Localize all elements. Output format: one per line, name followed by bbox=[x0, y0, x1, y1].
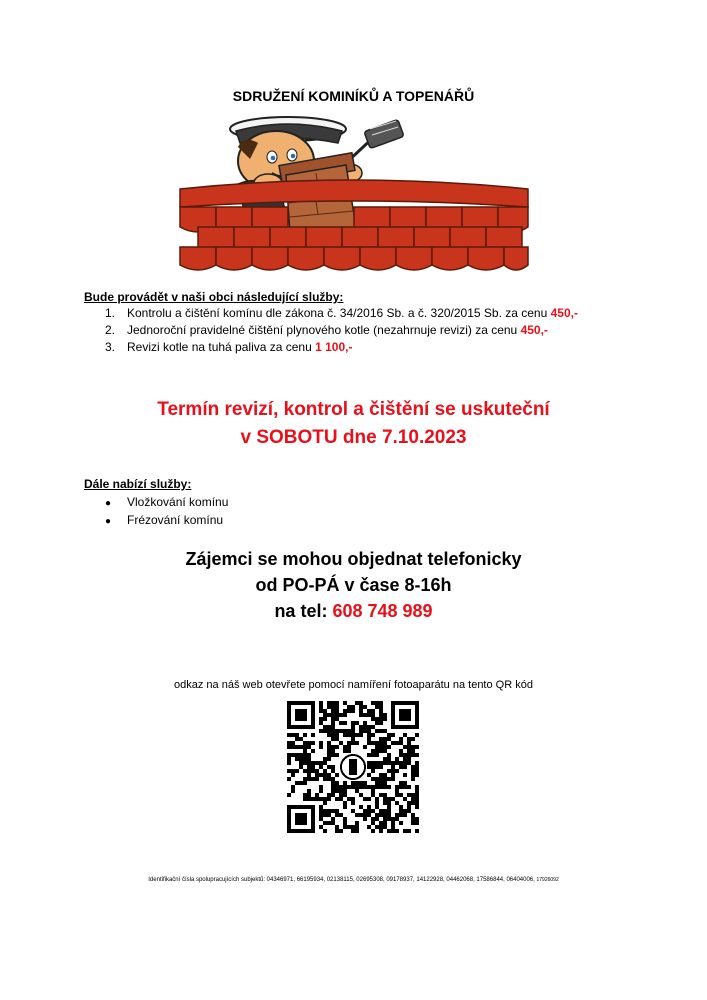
list-item: 1. Kontrolu a čištění komínu dle zákona č. 34/2016 Sb. a č. 320/2015 Sb. za cenu 450,- bbox=[105, 306, 578, 320]
list-item: ● Vložkování komínu bbox=[105, 493, 228, 511]
more-services-heading: Dále nabízí služby: bbox=[84, 477, 192, 491]
list-item: ● Frézování komínu bbox=[105, 511, 228, 529]
list-item: 2. Jednoroční pravidelné čištění plynového kotle (nezahrnuje revizi) za cenu 450,- bbox=[105, 323, 548, 337]
phone-number[interactable]: 608 748 989 bbox=[332, 601, 433, 621]
list-item: 3. Revizi kotle na tuhá paliva za cenu 1 100,- bbox=[105, 340, 353, 354]
roof-tiles-icon bbox=[180, 180, 528, 270]
chimney-brush-icon bbox=[346, 119, 404, 163]
termin-announcement: Termín revizí, kontrol a čištění se uskuteční v SOBOTU dne 7.10.2023 bbox=[157, 399, 550, 448]
services-heading: Bude provádět v naši obci následující služby: bbox=[84, 290, 344, 304]
more-services-list bbox=[105, 493, 228, 529]
qr-note: odkaz na náš web otevřete pomocí namíření fotoaparátu na tento QR kód bbox=[174, 679, 533, 691]
price: 1 100,- bbox=[315, 340, 353, 354]
chimney-sweep-illustration bbox=[176, 115, 532, 275]
page-title: SDRUŽENÍ KOMINÍKŮ A TOPENÁŘŮ bbox=[232, 88, 475, 104]
qr-code-icon[interactable] bbox=[287, 701, 419, 833]
services-list bbox=[105, 305, 578, 356]
price: 450,- bbox=[520, 323, 548, 337]
bullet-icon: ● bbox=[105, 516, 112, 527]
bullet-icon: ● bbox=[105, 498, 112, 509]
footer-ids: Identifikační čísla spolupracujících subjektů: 04346971, 66195934, 02138115, 02695308, 09178937, 14122928, 04462068, 17586844, 06404006, 17926092 bbox=[148, 877, 559, 883]
contact-block: Zájemci se mohou objednat telefonicky od PO-PÁ v čase 8-16h na tel: 608 748 989 bbox=[185, 549, 522, 621]
price: 450,- bbox=[550, 306, 578, 320]
